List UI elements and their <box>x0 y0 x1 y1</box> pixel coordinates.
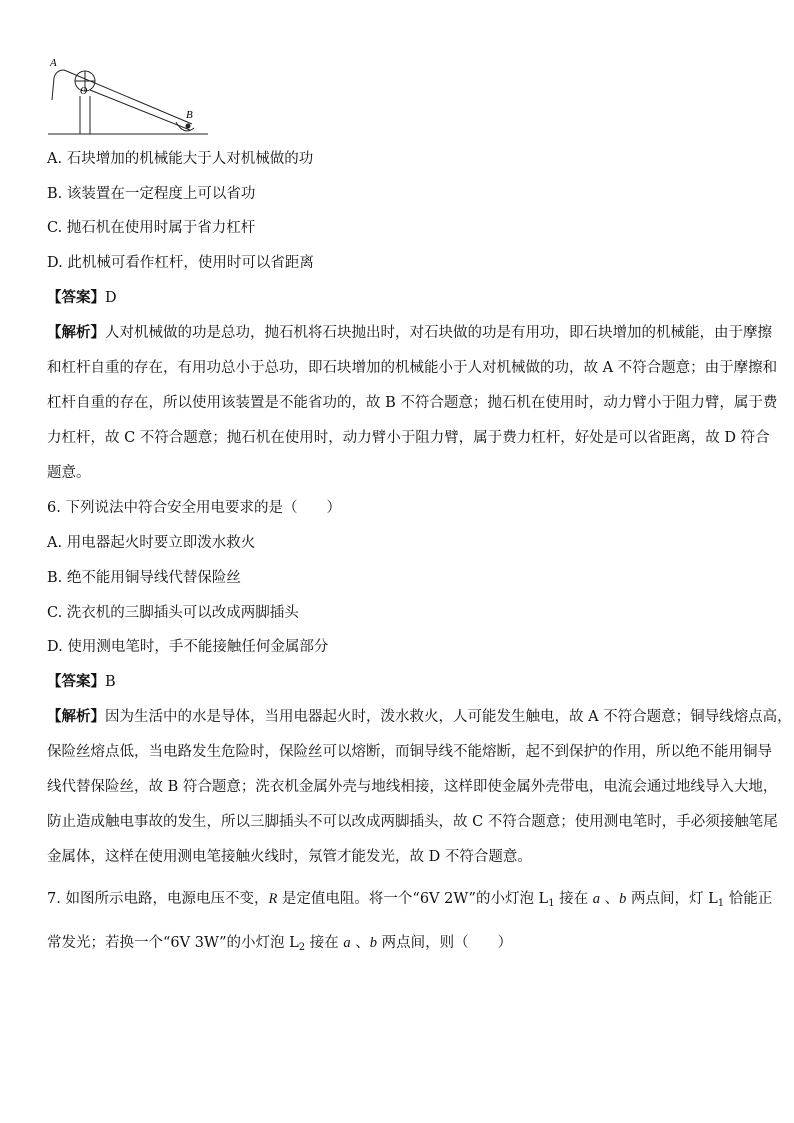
q7-l1-p6: 恰能正 <box>724 891 773 907</box>
q5-analysis-line-4: 力杠杆，故 C 不符合题意；抛石机在使用时，动力臂小于阻力臂，属于费力杠杆，好处是可以省距离，故 D 符合 <box>47 430 770 446</box>
q6-answer <box>47 672 116 692</box>
q6-analysis-tag: 【解析】 <box>47 708 105 725</box>
q5-option-c: C. 抛石机在使用时属于省力杠杆 <box>47 220 256 236</box>
q6-analysis-line-1 <box>47 707 792 727</box>
q7-point-b: b <box>619 891 627 907</box>
q6-answer-tag: 【答案】 <box>47 673 105 690</box>
q7-stem-line-2 <box>47 933 512 958</box>
lever-diagram <box>44 52 214 142</box>
q6-option-c: C. 洗衣机的三脚插头可以改成两脚插头 <box>47 605 299 621</box>
q6-analysis-line-5: 金属体，这样在使用测电笔接触火线时，氖管才能发光，故 D 不符合题意。 <box>47 849 532 865</box>
q5-option-a: A. 石块增加的机械能大于人对机械做的功 <box>47 151 314 167</box>
lever-arm-upper <box>64 70 192 124</box>
q7-l1-p2: 是定值电阻。将一个“6V 2W”的小灯泡 L <box>277 891 549 907</box>
q6-analysis-text: 因为生活中的水是导体，当用电器起火时，泼水救火，人可能发生触电，故 A 不符合题意；铜导线熔点高， <box>105 709 792 725</box>
q7-l2-p1: 常发光；若换一个“6V 3W”的小灯泡 L <box>47 935 299 951</box>
label-a: A <box>50 57 57 69</box>
q7-l2-sub: 2 <box>298 942 306 953</box>
stone <box>186 124 191 129</box>
label-b: B <box>186 109 193 121</box>
q5-analysis-text: 人对机械做的功是总功，抛石机将石块抛出时，对石块做的功是有用功，即石块增加的机械能，由于摩擦 <box>105 325 772 341</box>
q7-l1-p4: 、 <box>600 891 620 907</box>
q7-l2-point-a: a <box>343 935 351 951</box>
q5-answer-tag: 【答案】 <box>47 289 105 306</box>
q7-resistor-symbol: R <box>268 891 278 907</box>
q5-option-d: D. 此机械可看作杠杆，使用时可以省距离 <box>47 255 314 271</box>
q7-l1-p5: 两点间，灯 L <box>626 891 718 907</box>
q5-analysis-line-1 <box>47 323 772 343</box>
lever-arm-lower <box>90 90 190 130</box>
q7-l2-p2: 接在 <box>305 935 344 951</box>
q7-l1-p1: 7. 如图所示电路，电源电压不变， <box>47 891 269 907</box>
q7-l1-sub1: 1 <box>548 898 555 909</box>
q7-l2-point-b: b <box>369 935 377 951</box>
q6-option-a: A. 用电器起火时要立即泼水救火 <box>47 535 256 551</box>
q7-l1-p3: 接在 <box>554 891 593 907</box>
q6-stem: 6. 下列说法中符合安全用电要求的是（ ） <box>47 500 341 516</box>
q5-answer-value: D <box>105 290 117 306</box>
label-o: O <box>80 86 88 97</box>
q5-analysis-tag: 【解析】 <box>47 324 105 341</box>
q7-l2-p4: 两点间，则（ ） <box>376 935 513 951</box>
q5-analysis-line-3: 杠杆自重的存在，所以使用该装置是不能省功的，故 B 不符合题意；抛石机在使用时，动力臂小于阻力臂，属于费 <box>47 395 778 411</box>
q5-answer <box>47 288 117 308</box>
q6-option-d: D. 使用测电笔时，手不能接触任何金属部分 <box>47 639 329 655</box>
q6-option-b: B. 绝不能用铜导线代替保险丝 <box>47 570 241 586</box>
q5-analysis-line-2: 和杠杆自重的存在，有用功总小于总功，即石块增加的机械能小于人对机械做的功，故 A 不符合题意；由于摩擦和 <box>47 360 778 376</box>
q6-analysis-line-3: 线代替保险丝，故 B 符合题意；洗衣机金属外壳与地线相接，这样即使金属外壳带电，电流会通过地线导入大地， <box>47 779 778 795</box>
q7-l2-p3: 、 <box>350 935 370 951</box>
q7-l1-sub2: 1 <box>717 898 725 909</box>
q6-analysis-line-4: 防止造成触电事故的发生，所以三脚插头不可以改成两脚插头，故 C 不符合题意；使用测电笔时，手必须接触笔尾 <box>47 814 778 830</box>
q6-answer-value: B <box>105 674 116 690</box>
q5-analysis-line-5: 题意。 <box>47 465 91 481</box>
q5-option-b: B. 该装置在一定程度上可以省功 <box>47 186 256 202</box>
q7-stem-line-1 <box>47 889 772 914</box>
q7-point-a: a <box>592 891 601 907</box>
q6-analysis-line-2: 保险丝熔点低，当电路发生危险时，保险丝可以熔断，而铜导线不能熔断，起不到保护的作用，所以绝不能用铜导 <box>47 744 772 760</box>
rope <box>52 70 64 100</box>
